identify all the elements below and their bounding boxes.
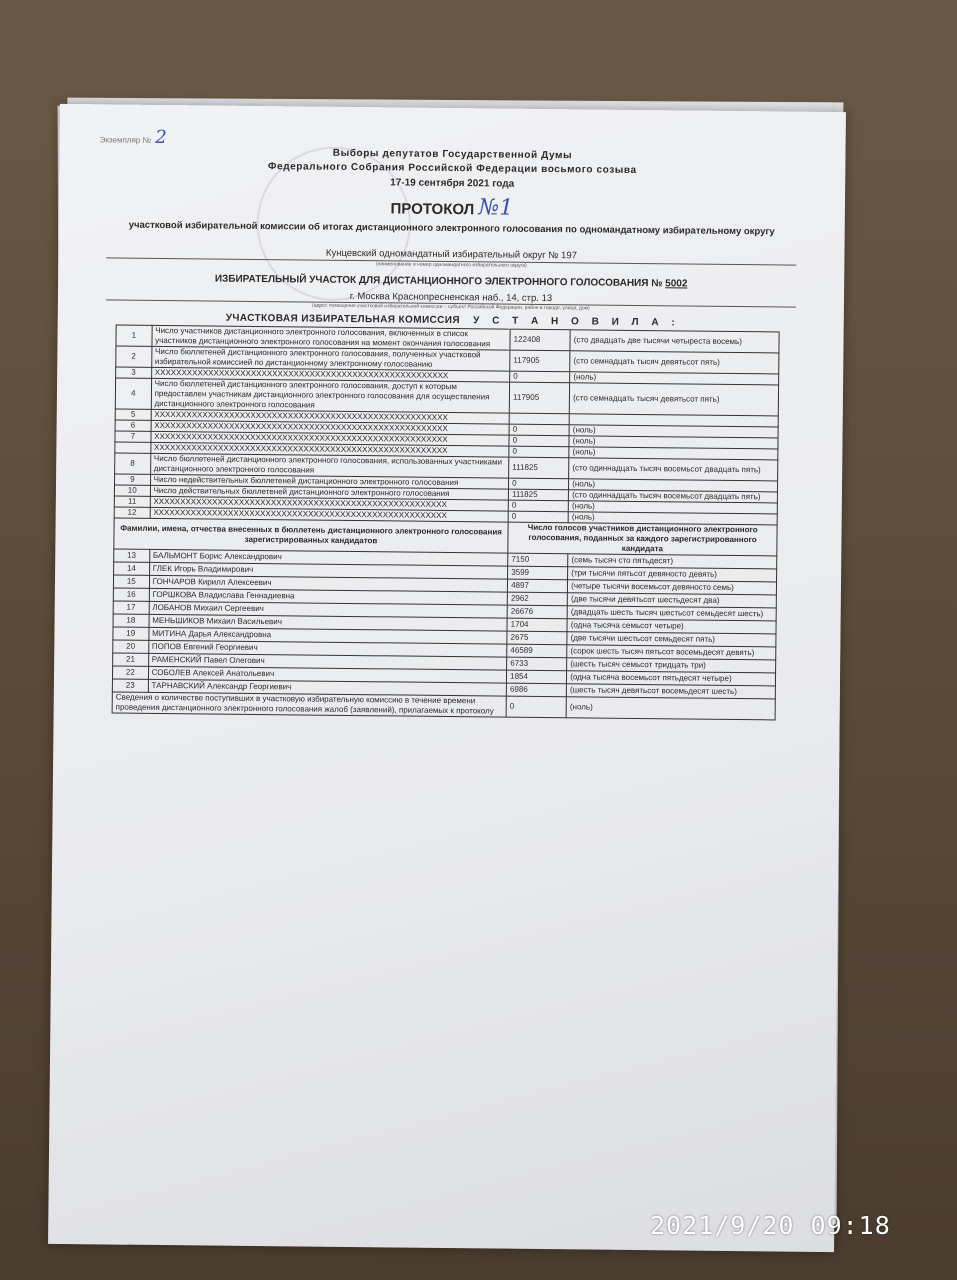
row-value-words: (ноль) (569, 447, 778, 460)
candidate-number: 16 (113, 588, 149, 601)
station-address: г. Москва Краснопресненская наб., 14, стр. 13 (106, 288, 796, 307)
candidate-name: РАМЕНСКИЙ Павел Олегович (148, 653, 507, 670)
candidate-name: ТАРНАВСКИЙ Александр Георгиевич (148, 679, 507, 696)
candidate-votes-words: (семь тысяч сто пятьдесят) (568, 554, 777, 569)
row-value: 117905 (510, 350, 570, 372)
row-value-words: (сто одиннадцать тысяч восемьсот двадцать пять) (569, 458, 778, 481)
candidate-number: 15 (113, 575, 149, 588)
candidate-votes: 1854 (507, 670, 567, 684)
row-number: 1 (116, 325, 152, 346)
row-description: XXXXXXXXXXXXXXXXXXXXXXXXXXXXXXXXXXXXXXXXXXXXXXXXXXXXXXX (151, 420, 510, 435)
established-label: У С Т А Н О В И Л А : (473, 315, 680, 329)
results-table (112, 325, 780, 721)
row-description: Число бюллетеней дистанционного электронного голосования, полученных участковой избирательной комиссией по дистанционному электронному голосованию (151, 346, 510, 371)
candidate-votes: 7150 (508, 553, 568, 567)
candidate-votes-words: (четыре тысячи восемьсот девяносто семь) (568, 580, 777, 595)
candidate-number: 18 (113, 614, 149, 627)
candidate-number: 21 (113, 653, 149, 666)
row-number: 3 (116, 367, 152, 378)
candidate-name: ГЛЕК Игорь Владимирович (149, 562, 508, 579)
candidate-votes: 3599 (508, 566, 568, 580)
row-value: 0 (510, 371, 570, 383)
row-number: 5 (115, 409, 151, 420)
protocol-label: ПРОТОКОЛ (390, 200, 475, 219)
station-number: 5002 (665, 278, 688, 290)
candidate-number: 22 (112, 666, 148, 679)
candidate-votes-words: (сорок шесть тысяч пятьсот восемьдесят девять) (567, 645, 776, 660)
row-value: 0 (508, 500, 568, 512)
candidate-votes-words: (шесть тысяч девятьсот восемьдесят шесть) (567, 684, 776, 699)
row-value-words: (сто двадцать две тысячи четыреста восемь) (570, 330, 779, 353)
protocol-subtitle: участковой избирательной комиссии об итогах дистанционного электронного голосования по одномандатному избирательному округу (128, 219, 775, 238)
candidate-votes: 1704 (507, 618, 567, 632)
row-number: 12 (114, 507, 150, 518)
candidate-number: 20 (113, 640, 149, 653)
row-value-words: (ноль) (568, 501, 777, 514)
row-value: 0 (509, 424, 569, 436)
candidate-votes-words: (двадцать шесть тысяч шестьсот семьдесят шесть) (567, 606, 776, 621)
candidates-header-left: Фамилии, имена, отчества внесенных в бюллетень дистанционного электронного голосования зарегистрированных кандидатов (114, 518, 508, 553)
row-number: 8 (115, 453, 151, 474)
camera-timestamp: 2021/9/20 09:18 (650, 1211, 891, 1240)
row-value: 0 (508, 511, 568, 523)
candidate-number: 23 (112, 679, 148, 692)
row-description: XXXXXXXXXXXXXXXXXXXXXXXXXXXXXXXXXXXXXXXXXXXXXXXXXXXXXXX (151, 367, 510, 382)
row-value-words: (ноль) (570, 372, 779, 385)
row-number (115, 442, 151, 453)
candidate-name: ЛОБАНОВ Михаил Сергеевич (149, 601, 508, 618)
row-number: 10 (114, 485, 150, 496)
row-description: Число участников дистанционного электронного голосования, включенных в список участников дистанционного электронного голосования на момент окончания голосования (152, 325, 511, 350)
row-number: 4 (115, 378, 151, 409)
candidate-name: ГОНЧАРОВ Кирилл Алексеевич (149, 575, 508, 592)
election-title-2: Федерального Собрания Российской Федерации восьмого созыва (267, 161, 637, 176)
copy-label: Экземпляр № (99, 135, 152, 145)
district-name: Кунцевский одномандатный избирательный округ № 197 (106, 245, 796, 265)
protocol-number: №1 (478, 195, 514, 221)
row-description: Число бюллетеней дистанционного электронного голосования, использованных участниками дистанционного электронного голосования (150, 453, 509, 478)
row-description: XXXXXXXXXXXXXXXXXXXXXXXXXXXXXXXXXXXXXXXXXXXXXXXXXXXXXXX (150, 442, 509, 457)
row-description: XXXXXXXXXXXXXXXXXXXXXXXXXXXXXXXXXXXXXXXXXXXXXXXXXXXXXXX (151, 409, 510, 424)
candidate-name: ПОПОВ Евгений Георгиевич (148, 640, 507, 657)
candidate-votes-words: (две тысячи шестьсот семьдесят пять) (567, 632, 776, 647)
row-value-words: (ноль) (569, 436, 778, 449)
address-caption: (адрес помещения участковой избирательной комиссии – субъект Российской Федерации, район в городе, улица, дом) (312, 302, 590, 312)
row-value-words: (сто семнадцать тысяч девятьсот пять) (570, 351, 779, 374)
candidate-votes: 6986 (506, 683, 566, 697)
row-value-words: (сто семнадцать тысяч девятьсот пять) (569, 383, 778, 416)
row-value: 0 (509, 446, 569, 458)
row-value-words: (ноль) (568, 512, 777, 525)
candidate-votes: 6733 (507, 657, 567, 671)
row-description: XXXXXXXXXXXXXXXXXXXXXXXXXXXXXXXXXXXXXXXXXXXXXXXXXXXXXXX (151, 431, 510, 446)
row-value: 122408 (510, 329, 570, 351)
results-rows (114, 325, 779, 525)
complaints-words: (ноль) (566, 697, 775, 720)
row-value: 111825 (508, 489, 568, 501)
candidate-votes: 2675 (507, 631, 567, 645)
row-value-words: (ноль) (569, 479, 778, 492)
row-number: 9 (115, 474, 151, 485)
candidate-votes: 4897 (508, 579, 568, 593)
commission-label: УЧАСТКОВАЯ ИЗБИРАТЕЛЬНАЯ КОМИССИЯ (225, 312, 461, 327)
candidate-name: ГОРШКОВА Владислава Геннадиевна (149, 588, 508, 605)
candidate-votes-words: (три тысячи пятьсот девяносто девять) (568, 567, 777, 582)
row-value-words: (сто одиннадцать тысяч восемьсот двадцать пять) (569, 490, 778, 503)
district-caption: (наименование и номер одномандатного избирательного округа) (375, 261, 527, 269)
row-number: 6 (115, 420, 151, 431)
row-value: 111825 (509, 457, 569, 479)
candidate-name: МИТИНА Дарья Александровна (149, 627, 508, 644)
election-title-1: Выборы депутатов Государственной Думы (332, 147, 573, 162)
protocol-document (48, 104, 846, 1252)
row-description: Число бюллетеней дистанционного электронного голосования, доступ к которым предоставлен участникам дистанционного электронного голосования для осуществления дистанционного электронного голосования (151, 378, 510, 413)
polling-station (106, 272, 796, 290)
election-dates: 17-19 сентября 2021 года (390, 177, 515, 190)
candidate-number: 19 (113, 627, 149, 640)
copy-number: 2 (155, 126, 167, 149)
row-description: XXXXXXXXXXXXXXXXXXXXXXXXXXXXXXXXXXXXXXXXXXXXXXXXXXXXXXX (150, 496, 509, 511)
candidate-votes-words: (шесть тысяч семьсот тридцать три) (567, 658, 776, 673)
candidate-number: 14 (114, 562, 150, 575)
candidate-name: МЕНЬШИКОВ Михаил Васильевич (149, 614, 508, 631)
station-label: ИЗБИРАТЕЛЬНЫЙ УЧАСТОК ДЛЯ ДИСТАНЦИОННОГО ЭЛЕКТРОННОГО ГОЛОСОВАНИЯ № (214, 273, 663, 290)
candidate-votes: 2962 (507, 592, 567, 606)
candidate-name: БАЛЬМОНТ Борис Александрович (149, 549, 508, 566)
row-value (509, 413, 569, 425)
complaints-desc: Сведения о количестве поступивших в участковую избирательную комиссию в течение времени проведения дистанционного электронного голосования жалоб (заявлений), прилагаемых к протоколу (112, 692, 506, 717)
candidate-votes-words: (одна тысяча семьсот четыре) (567, 619, 776, 634)
row-value: 0 (509, 478, 569, 490)
candidate-votes-words: (одна тысяча восемьсот пятьдесят четыре) (567, 671, 776, 686)
candidate-votes-words: (две тысячи девятьсот шестьдесят два) (567, 593, 776, 608)
row-number: 2 (116, 346, 152, 367)
row-description: XXXXXXXXXXXXXXXXXXXXXXXXXXXXXXXXXXXXXXXXXXXXXXXXXXXXXXX (150, 507, 509, 522)
row-value: 0 (509, 435, 569, 447)
candidate-votes: 26676 (507, 605, 567, 619)
candidate-rows (112, 549, 776, 699)
candidate-number: 13 (114, 549, 150, 562)
complaints-value: 0 (506, 696, 566, 718)
candidate-votes: 46589 (507, 644, 567, 658)
row-value: 117905 (509, 382, 569, 414)
row-value-words: (ноль) (569, 425, 778, 438)
row-number: 7 (115, 431, 151, 442)
candidates-header-right: Число голосов участников дистанционного электронного голосования, поданных за каждого зарегистрированного кандидата (508, 522, 777, 556)
document-content (102, 144, 798, 720)
candidate-name: СОБОЛЕВ Алексей Анатольевич (148, 666, 507, 683)
candidate-number: 17 (113, 601, 149, 614)
row-description: Число недействительных бюллетеней дистанционного электронного голосования (150, 474, 509, 489)
row-description: Число действительных бюллетеней дистанционного электронного голосования (150, 485, 509, 500)
row-number: 11 (114, 496, 150, 507)
